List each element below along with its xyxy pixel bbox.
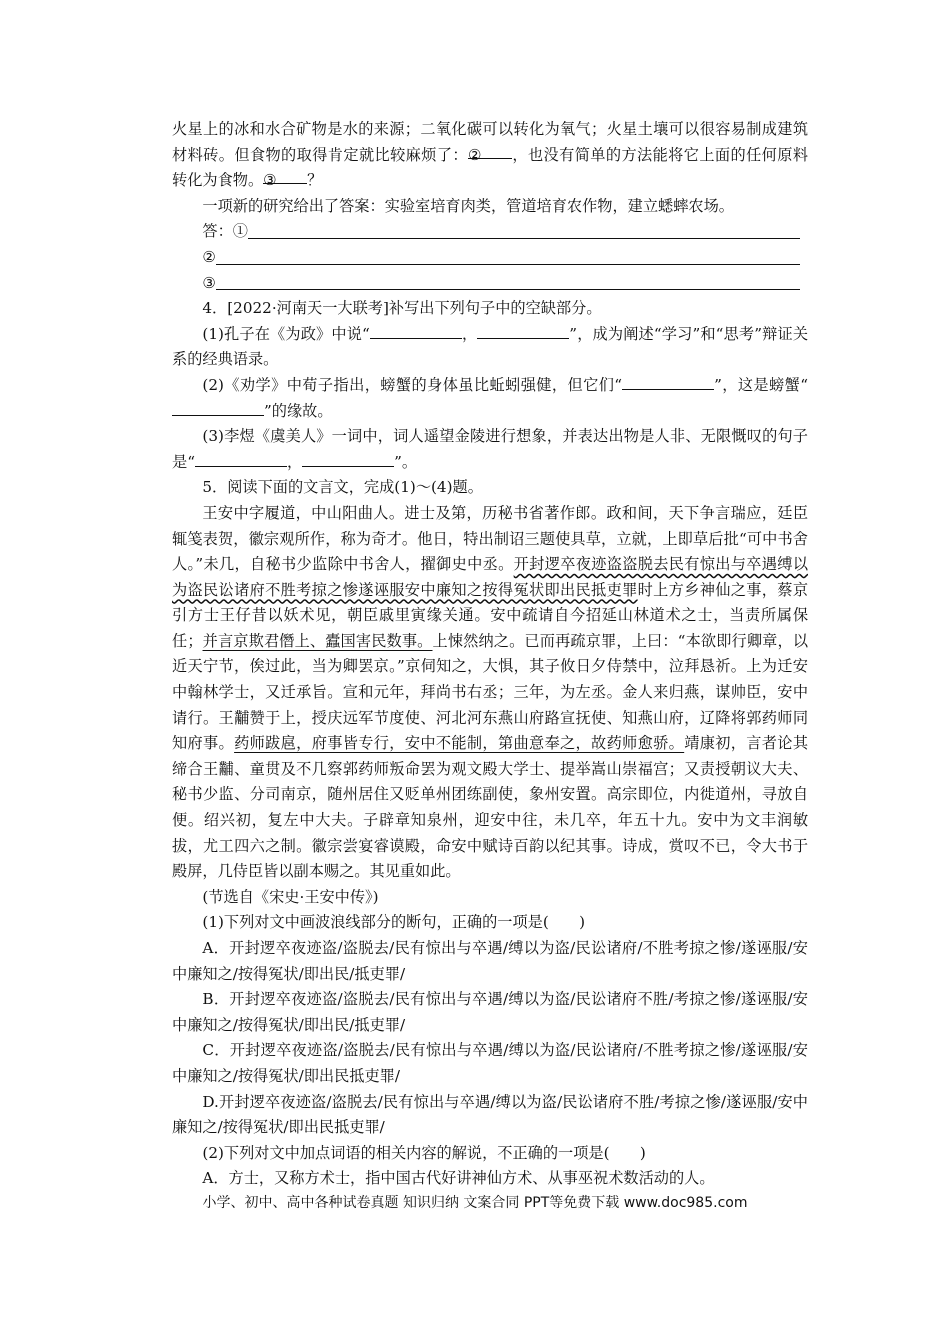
item-text: ”的缘故。 [264,401,333,420]
footer-banner: 小学、初中、高中各种试卷真题 知识归纳 文案合同 PPT等免费下载 www.doc985.com [202,1195,748,1211]
item-text: (1)孔子在《为政》中说“ [202,324,370,343]
passage-text: ？ [307,171,323,190]
question-4-item-3 [172,424,808,475]
item-text: ， [461,324,478,343]
fill-blank [302,451,394,467]
answer-line-1 [172,219,808,245]
answer-rule [216,264,800,265]
option-c: C．开封逻卒夜迹盗/盗脱去/民有惊出与卒遇/缚以为盗/民讼诸府/不胜考掠之惨/遂诬服/安中廉知之/按得冤状/即出民抵吏罪/ [172,1041,808,1085]
blank-3-marker: ③ [263,171,277,190]
wavy-underlined-passage: 开封逻卒夜迹盗盗脱去民有惊出与卒遇缚以为盗民讼诸府不胜考掠之惨遂诬服安中廉知之按得冤状即出民抵吏罪 [172,555,809,599]
sub-question-2-title: (2)下列对文中加点词语的相关内容的解说，不正确的一项是( ) [202,1143,646,1162]
classical-text-part: 靖康初，言者论其缔合王黼、童贯及不几察郭药师叛命罢为观文殿大学士、提举嵩山崇福宫；又责授朝议大夫、秘书少监、分司南京，随州居住又贬单州团练副使，象州安置。高宗即位，内徙道州，寻放自便。绍兴初，复左中大夫。子辟章知泉州，迎安中往，未几卒，年五十九。安中为文丰润敏拔，尤工四六之制。徽宗尝宴睿谟殿，命安中赋诗百韵以纪其事。诗成，赏叹不已，令大书于殿屏，几侍臣皆以副本赐之。其见重如此。 [172,734,809,881]
passage-paragraph [172,117,808,194]
question-4-title: 4．[2022·河南天一大联考]补写出下列句子中的空缺部分。 [202,299,602,318]
classical-text-part: 王安中字履道，中山阳曲人。进士及第，历秘书省著作郎。政和间，天下争言瑞应，廷臣辄笺表贺，徽宗观所作，称为奇才。他日，特出制诏三题使具草，立就，上即草后批“可中书舍人。”未几，自秘书少监除中书舍人，擢御史中丞。 [172,503,808,574]
passage-text: ，也没有简单的方法能将它上面的任何原料转化为食物。 [172,145,809,190]
classical-text-part: 上悚然纳之。已而再疏京罪，上曰：“本欲即行卿章，以近天宁节，俟过此，当为卿罢京。”京伺知之，大惧，其子攸日夕侍禁中，泣拜恳祈。上为迁安中翰林学士，又迁承旨。宣和元年，拜尚书右丞；三年，为左丞。金人来归燕，谋帅臣，安中请行。王黼赞于上，授庆远军节度使、河北河东燕山府路宣抚使、知燕山府，辽降将郭药师同知府事。 [172,631,809,753]
option-b: B．开封逻卒夜迹盗/盗脱去/民有惊出与卒遇/缚以为盗/民讼诸府不胜/考掠之惨/遂诬服/安中廉知之/按得冤状/即出民/抵吏罪/ [172,990,808,1034]
item-text: ”。 [394,452,418,471]
answer-label [172,219,248,245]
source-citation: (节选自《宋史·王安中传》) [202,887,379,906]
document-content [172,117,808,1192]
question-5-title: 5．阅读下面的文言文，完成(1)～(4)题。 [202,478,483,497]
blank-2-marker: ② [468,145,482,164]
answer-blank-3 [263,168,307,190]
sub-question-2-option-a: A．方士，又称方术士，指中国古代好讲神仙方术、从事巫祝术数活动的人。 [202,1169,715,1188]
underlined-sentence-2: 药师跋扈，府事皆专行，安中不能制，第曲意奉之，故药师愈骄。 [234,734,685,753]
answer-line-3 [172,271,808,297]
answer-label: ② [202,247,217,266]
answer-rule [248,238,800,239]
option-d: D.开封逻卒夜迹盗/盗脱去/民有惊出与卒遇/缚以为盗/民讼诸府不胜/考掠之惨/遂诬服/安中廉知之/按得冤状/即出民抵吏罪/ [172,1092,808,1137]
question-4-item-1 [172,322,808,373]
option-a: A．开封逻卒夜迹盗/盗脱去/民有惊出与卒遇/缚以为盗/民讼诸府/不胜考掠之惨/遂诬服/安中廉知之/按得冤状/即出民/抵吏罪/ [172,939,808,983]
question-4-item-2 [172,373,808,424]
fill-blank [195,451,287,467]
passage-paragraph: 一项新的研究给出了答案：实验室培育肉类，管道培育农作物，建立蟋蟀农场。 [202,196,734,215]
answer-prefix: 答： [202,222,233,241]
answer-blank-2 [468,143,512,164]
item-text: ， [286,452,303,471]
answer-rule [216,289,800,290]
underlined-sentence-1: 并言京欺君僭上、蠹国害民数事。 [202,631,433,650]
fill-blank [172,399,264,415]
item-text: ”，这是螃蟹“ [714,375,808,394]
classical-text [172,501,808,885]
fill-blank [477,323,569,339]
sub-question-1-title: (1)下列对文中画波浪线部分的断句，正确的一项是( ) [202,913,586,932]
classical-text-part: 时上方乡神仙之事，蔡京引方士王仔昔以妖术见，朝臣戚里寅缘关通。安中疏请自今招延山林道术之士，当责所属保任； [172,580,809,650]
fill-blank [370,323,462,339]
item-text: (2)《劝学》中荀子指出，螃蟹的身体虽比蚯蚓强健，但它们“ [202,375,623,394]
answer-label: ③ [202,273,217,292]
fill-blank [622,374,714,390]
item-text: (3)李煜《虞美人》一词中，词人遥望金陵进行想象，并表达出物是人非、无限慨叹的句子是“ [172,427,808,471]
passage-text: 火星上的冰和水合矿物是水的来源；二氧化碳可以转化为氧气；火星土壤可以很容易制成建筑材料砖。但食物的取得肯定就比较麻烦了： [172,120,808,164]
answer-number: ① [232,222,248,241]
answer-line-2 [172,245,808,271]
item-text: ”，成为阐述“学习”和“思考”辩证关系的经典语录。 [172,324,809,369]
